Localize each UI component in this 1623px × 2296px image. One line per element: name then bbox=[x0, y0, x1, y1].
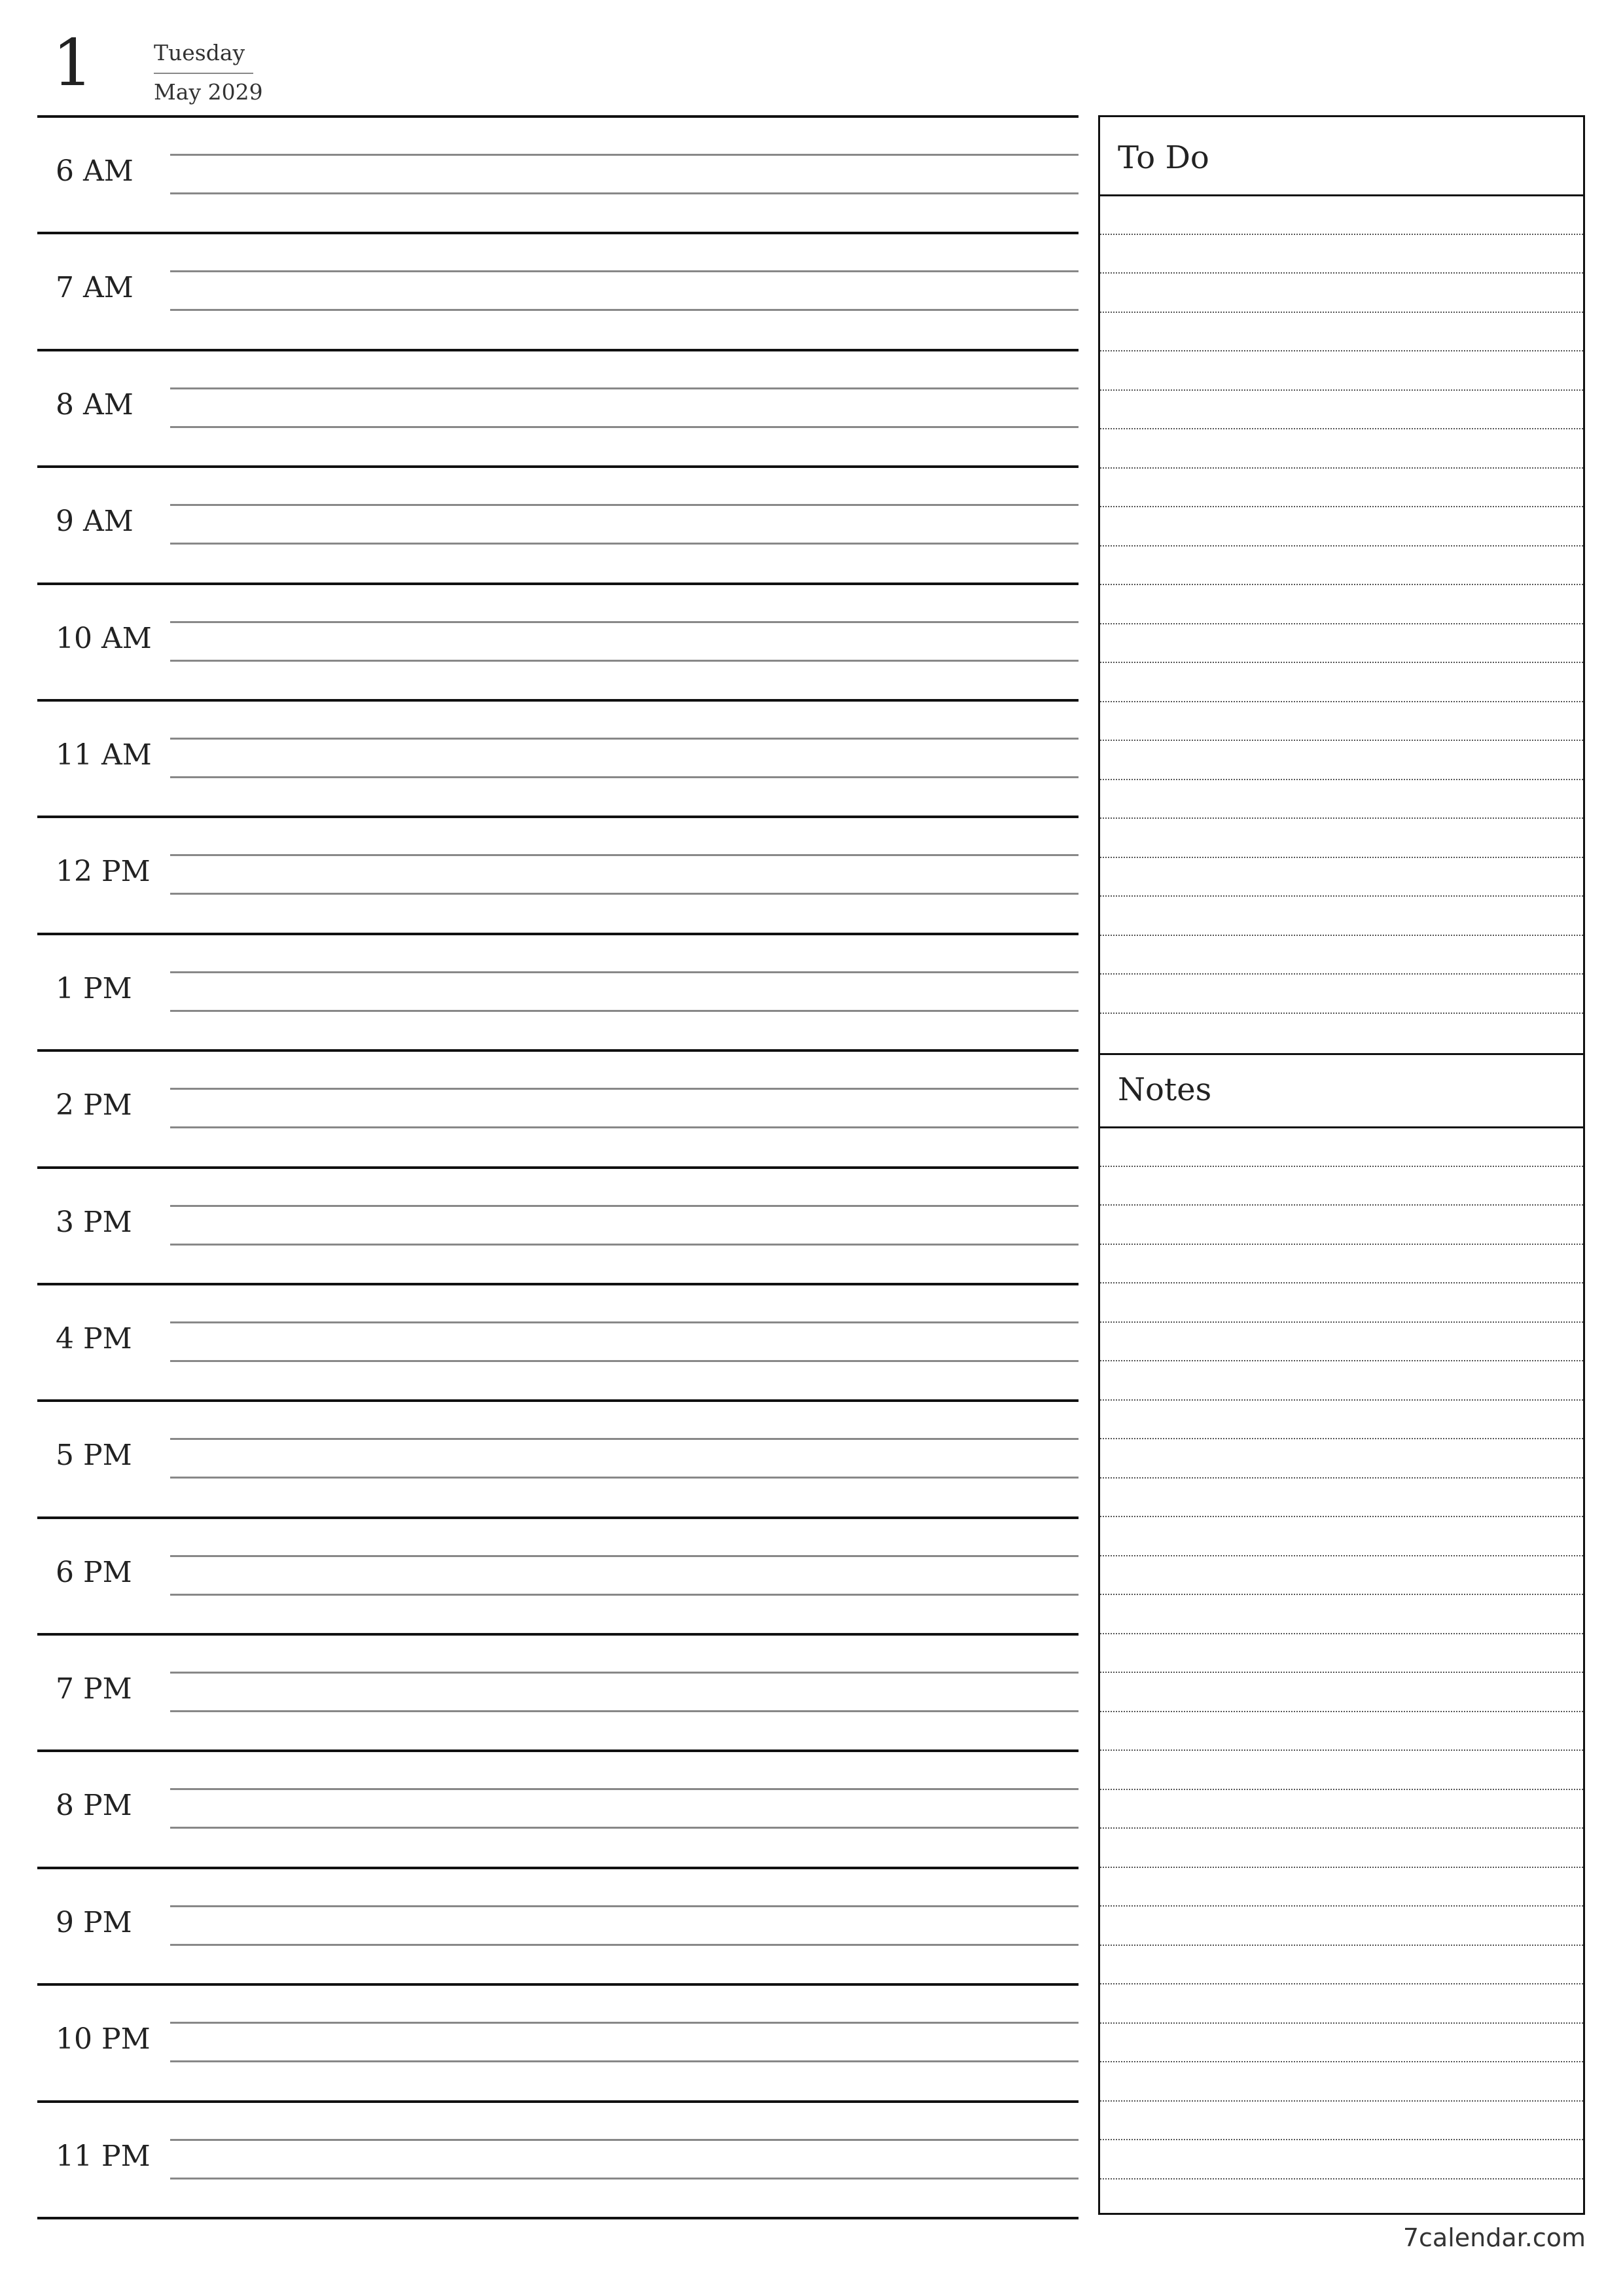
writing-line[interactable] bbox=[170, 309, 1079, 311]
notes-entry-line[interactable] bbox=[1100, 1867, 1583, 1868]
writing-line[interactable] bbox=[170, 1672, 1079, 1674]
side-panel bbox=[1098, 115, 1585, 2215]
notes-entry-line[interactable] bbox=[1100, 1244, 1583, 1245]
hour-label: 4 PM bbox=[56, 1321, 132, 1355]
notes-entry-line[interactable] bbox=[1100, 1749, 1583, 1751]
todo-entry-line[interactable] bbox=[1100, 895, 1583, 897]
todo-entry-line[interactable] bbox=[1100, 973, 1583, 975]
todo-entry-line[interactable] bbox=[1100, 389, 1583, 391]
hour-label: 11 PM bbox=[56, 2139, 151, 2173]
writing-line[interactable] bbox=[170, 1788, 1079, 1790]
todo-entry-line[interactable] bbox=[1100, 350, 1583, 351]
writing-line[interactable] bbox=[170, 1088, 1079, 1090]
notes-entry-line[interactable] bbox=[1100, 1321, 1583, 1323]
notes-entry-line[interactable] bbox=[1100, 2178, 1583, 2179]
writing-line[interactable] bbox=[170, 1010, 1079, 1012]
hour-label: 9 PM bbox=[56, 1905, 132, 1939]
notes-entry-line[interactable] bbox=[1100, 1204, 1583, 1206]
hour-label: 7 PM bbox=[56, 1672, 132, 1706]
writing-line[interactable] bbox=[170, 543, 1079, 545]
writing-line[interactable] bbox=[170, 1905, 1079, 1907]
hour-label: 2 PM bbox=[56, 1088, 132, 1122]
todo-entry-line[interactable] bbox=[1100, 935, 1583, 936]
writing-line[interactable] bbox=[170, 270, 1079, 272]
notes-entry-line[interactable] bbox=[1100, 1166, 1583, 1167]
weekday-label: Tuesday bbox=[154, 40, 245, 65]
todo-entry-line[interactable] bbox=[1100, 545, 1583, 547]
hour-label: 7 AM bbox=[56, 271, 134, 305]
writing-line[interactable] bbox=[170, 1321, 1079, 1323]
notes-entry-line[interactable] bbox=[1100, 1438, 1583, 1439]
writing-line[interactable] bbox=[170, 426, 1079, 428]
writing-line[interactable] bbox=[170, 1944, 1079, 1946]
writing-line[interactable] bbox=[170, 387, 1079, 389]
notes-entry-line[interactable] bbox=[1100, 1516, 1583, 1517]
writing-line[interactable] bbox=[170, 504, 1079, 506]
notes-entry-line[interactable] bbox=[1100, 1399, 1583, 1401]
hour-row bbox=[37, 115, 1079, 232]
notes-entry-line[interactable] bbox=[1100, 1711, 1583, 1712]
hourly-schedule bbox=[37, 115, 1079, 2219]
todo-entry-line[interactable] bbox=[1100, 623, 1583, 624]
writing-line[interactable] bbox=[170, 1594, 1079, 1596]
hour-row bbox=[37, 583, 1079, 699]
notes-header-divider bbox=[1100, 1126, 1583, 1128]
notes-entry-line[interactable] bbox=[1100, 1945, 1583, 1946]
notes-entry-line[interactable] bbox=[1100, 1983, 1583, 1984]
todo-entry-line[interactable] bbox=[1100, 312, 1583, 313]
todo-entry-line[interactable] bbox=[1100, 506, 1583, 507]
hour-row bbox=[37, 1983, 1079, 2100]
todo-entry-line[interactable] bbox=[1100, 234, 1583, 235]
month-year-label: May 2029 bbox=[154, 79, 263, 105]
hour-label: 12 PM bbox=[56, 855, 151, 889]
date-separator bbox=[154, 73, 253, 74]
notes-entry-line[interactable] bbox=[1100, 1360, 1583, 1361]
writing-line[interactable] bbox=[170, 2060, 1079, 2062]
notes-title: Notes bbox=[1118, 1071, 1212, 1108]
writing-line[interactable] bbox=[170, 1244, 1079, 1246]
notes-entry-line[interactable] bbox=[1100, 1672, 1583, 1673]
hour-label: 1 PM bbox=[56, 971, 132, 1005]
hour-label: 5 PM bbox=[56, 1439, 132, 1473]
todo-entry-line[interactable] bbox=[1100, 779, 1583, 780]
todo-entry-line[interactable] bbox=[1100, 701, 1583, 702]
hour-row bbox=[37, 349, 1079, 465]
hour-row bbox=[37, 1399, 1079, 1516]
hour-row bbox=[37, 1283, 1079, 1399]
writing-line[interactable] bbox=[170, 1126, 1079, 1128]
hour-row bbox=[37, 699, 1079, 816]
section-divider bbox=[1100, 1053, 1583, 1055]
writing-line[interactable] bbox=[170, 1710, 1079, 1712]
hour-label: 8 PM bbox=[56, 1789, 132, 1823]
hour-label: 3 PM bbox=[56, 1205, 132, 1239]
writing-line[interactable] bbox=[170, 660, 1079, 662]
todo-entry-line[interactable] bbox=[1100, 857, 1583, 858]
todo-title: To Do bbox=[1118, 139, 1209, 176]
hour-row bbox=[37, 1749, 1079, 1866]
notes-entry-line[interactable] bbox=[1100, 2139, 1583, 2140]
hour-label: 10 PM bbox=[56, 2022, 151, 2056]
hour-label: 10 AM bbox=[56, 621, 152, 655]
hour-row bbox=[37, 465, 1079, 582]
hour-row bbox=[37, 933, 1079, 1049]
writing-line[interactable] bbox=[170, 1205, 1079, 1207]
notes-entry-line[interactable] bbox=[1100, 1633, 1583, 1634]
writing-line[interactable] bbox=[170, 854, 1079, 856]
day-number: 1 bbox=[52, 26, 94, 101]
writing-line[interactable] bbox=[170, 1438, 1079, 1440]
writing-line[interactable] bbox=[170, 192, 1079, 194]
notes-entry-line[interactable] bbox=[1100, 1555, 1583, 1556]
hour-label: 6 PM bbox=[56, 1555, 132, 1589]
writing-line[interactable] bbox=[170, 971, 1079, 973]
notes-entry-line[interactable] bbox=[1100, 1827, 1583, 1829]
hour-row bbox=[37, 1166, 1079, 1283]
notes-entry-line[interactable] bbox=[1100, 2061, 1583, 2062]
writing-line[interactable] bbox=[170, 1827, 1079, 1829]
writing-line[interactable] bbox=[170, 738, 1079, 740]
todo-entry-line[interactable] bbox=[1100, 272, 1583, 274]
writing-line[interactable] bbox=[170, 154, 1079, 156]
writing-line[interactable] bbox=[170, 2139, 1079, 2141]
footer-site-link[interactable]: 7calendar.com bbox=[1402, 2223, 1586, 2252]
todo-entry-line[interactable] bbox=[1100, 662, 1583, 663]
writing-line[interactable] bbox=[170, 1555, 1079, 1557]
hour-row bbox=[37, 232, 1079, 348]
writing-line[interactable] bbox=[170, 1360, 1079, 1362]
hour-row bbox=[37, 1633, 1079, 1749]
notes-entry-line[interactable] bbox=[1100, 1905, 1583, 1907]
hour-row bbox=[37, 1049, 1079, 1166]
hour-label: 8 AM bbox=[56, 387, 134, 422]
notes-entry-line[interactable] bbox=[1100, 1477, 1583, 1479]
writing-line[interactable] bbox=[170, 2178, 1079, 2179]
notes-entry-line[interactable] bbox=[1100, 1282, 1583, 1283]
todo-entry-line[interactable] bbox=[1100, 584, 1583, 585]
writing-line[interactable] bbox=[170, 1477, 1079, 1479]
writing-line[interactable] bbox=[170, 2022, 1079, 2024]
notes-entry-line[interactable] bbox=[1100, 1789, 1583, 1790]
hour-row bbox=[37, 816, 1079, 932]
hour-row bbox=[37, 1867, 1079, 1983]
writing-line[interactable] bbox=[170, 776, 1079, 778]
todo-entry-line[interactable] bbox=[1100, 428, 1583, 429]
todo-entry-line[interactable] bbox=[1100, 467, 1583, 469]
notes-entry-line[interactable] bbox=[1100, 2100, 1583, 2102]
hour-label: 9 AM bbox=[56, 505, 134, 539]
todo-entry-line[interactable] bbox=[1100, 1013, 1583, 1014]
writing-line[interactable] bbox=[170, 621, 1079, 623]
todo-entry-line[interactable] bbox=[1100, 817, 1583, 819]
hour-label: 6 AM bbox=[56, 154, 134, 188]
todo-header-divider bbox=[1100, 194, 1583, 196]
hour-row bbox=[37, 1516, 1079, 1633]
notes-entry-line[interactable] bbox=[1100, 2022, 1583, 2024]
todo-entry-line[interactable] bbox=[1100, 740, 1583, 741]
writing-line[interactable] bbox=[170, 893, 1079, 895]
hour-row bbox=[37, 2100, 1079, 2219]
notes-entry-line[interactable] bbox=[1100, 1594, 1583, 1595]
hour-label: 11 AM bbox=[56, 738, 152, 772]
